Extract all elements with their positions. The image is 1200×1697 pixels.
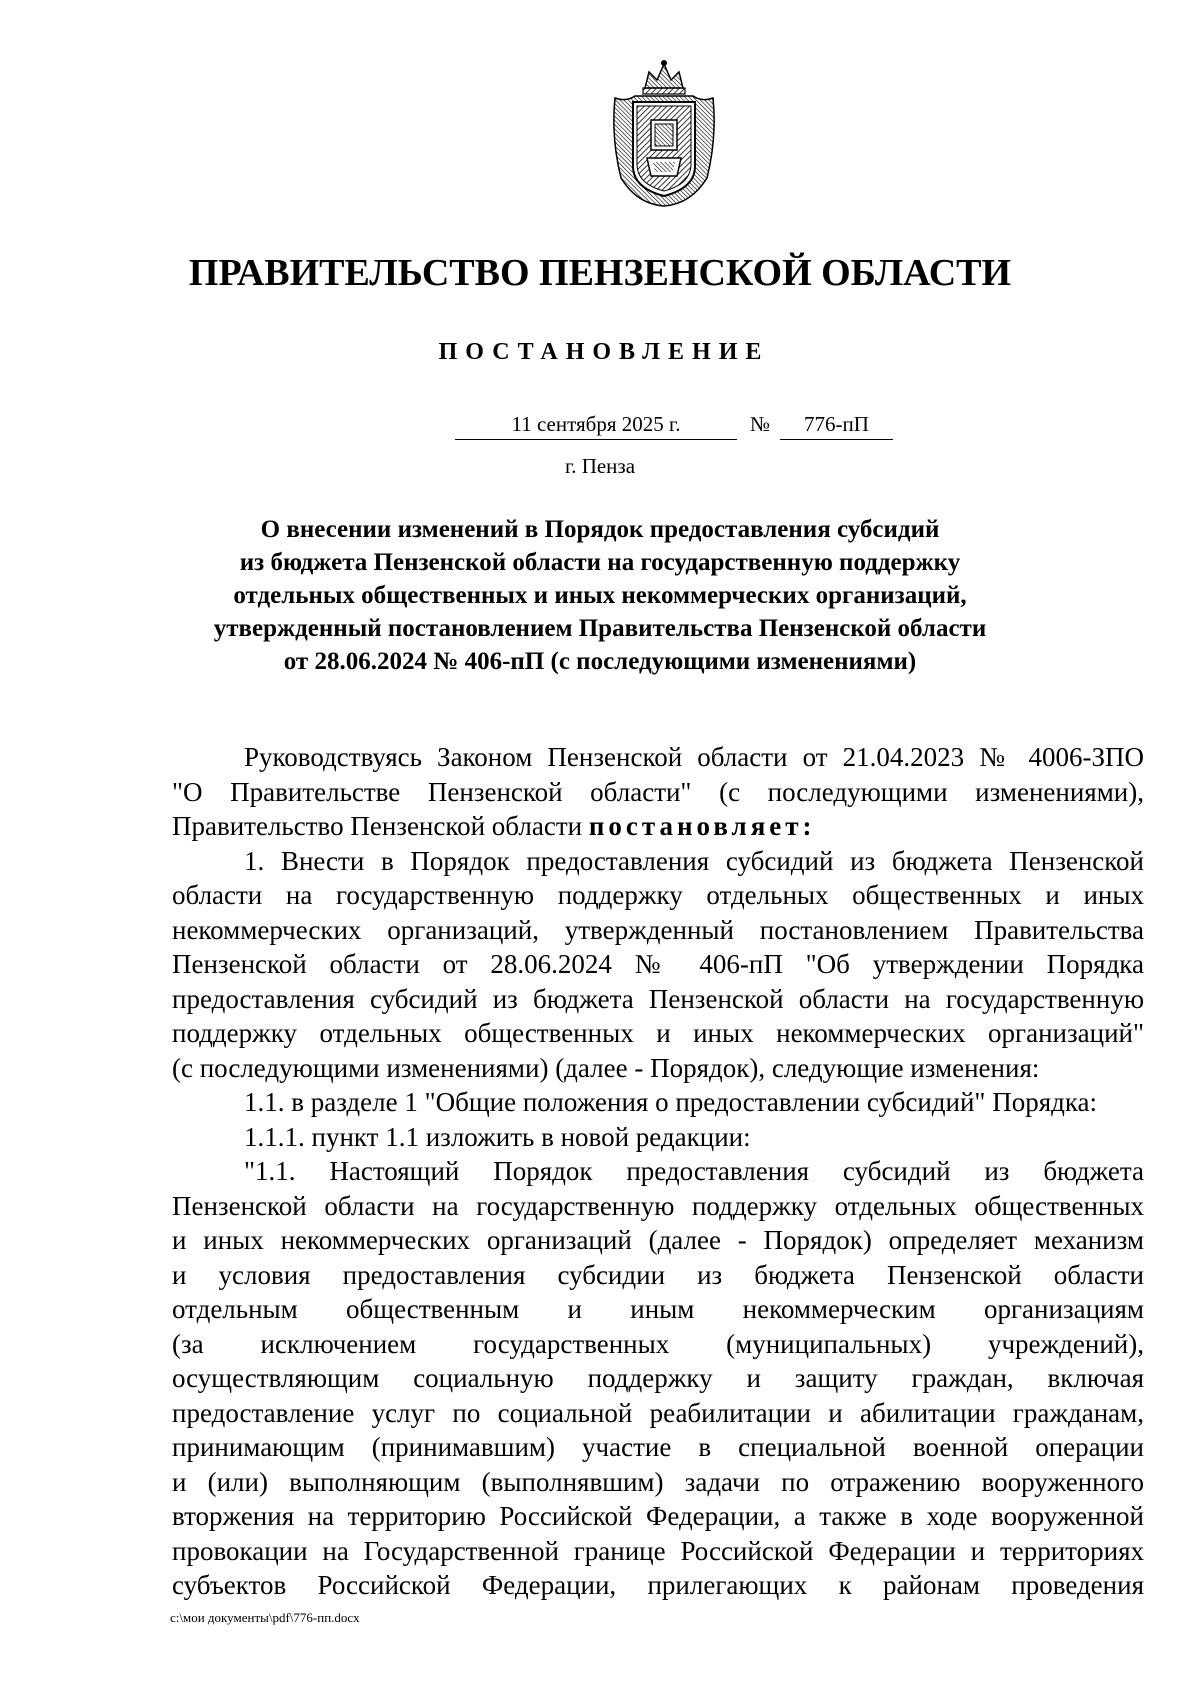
document-body bbox=[172, 740, 1144, 1603]
body-line: Пензенской области на государственную поддержку отдельных общественных bbox=[172, 1190, 1144, 1221]
body-line: 1.1. в разделе 1 "Общие положения о предоставлении субсидий" Порядка: bbox=[244, 1087, 1098, 1117]
intro-prefix: Правительство Пензенской области bbox=[172, 811, 583, 841]
body-line: (с последующими изменениями) (далее - Порядок), следующие изменения: bbox=[172, 1052, 1040, 1083]
body-line: Пензенской области от 28.06.2024 № 406-пП "Об утверждении Порядка bbox=[172, 949, 1144, 979]
body-line: отдельным общественным и иным некоммерческим организациям bbox=[172, 1294, 1144, 1324]
body-line: "1.1. Настоящий Порядок предоставления субсидий из бюджета bbox=[244, 1156, 1144, 1186]
government-title: ПРАВИТЕЛЬСТВО ПЕНЗЕНСКОЙ ОБЛАСТИ bbox=[188, 252, 1012, 294]
body-line: поддержку отдельных общественных и иных некоммерческих организаций" bbox=[172, 1018, 1144, 1048]
document-number: 776-пП bbox=[780, 411, 893, 440]
body-line: 1.1.1. пункт 1.1 изложить в новой редакции: bbox=[244, 1121, 751, 1152]
subject-line: О внесении изменений в Порядок предоставления субсидий bbox=[260, 516, 940, 543]
subject-line: из бюджета Пензенской области на государственную поддержку bbox=[239, 549, 961, 576]
body-line: некоммерческих организаций, утвержденный постановлением Правительства bbox=[172, 914, 1144, 945]
body-line: субъектов Российской Федерации, прилегающих к районам проведения bbox=[172, 1570, 1144, 1600]
body-line: предоставление услуг по социальной реабилитации и абилитации гражданам, bbox=[172, 1397, 1144, 1428]
body-line: предоставления субсидий из бюджета Пензенской области на государственную bbox=[172, 983, 1144, 1014]
body-line: вторжения на территорию Российской Федерации, а также в ходе вооруженной bbox=[172, 1501, 1144, 1531]
document-subject bbox=[150, 513, 1050, 678]
body-line: и условия предоставления субсидии из бюджета Пензенской области bbox=[172, 1259, 1144, 1290]
body-line: и (или) выполняющим (выполнявшим) задачи по отражению вооруженного bbox=[172, 1466, 1144, 1497]
subject-line: от 28.06.2024 № 406-пП (с последующими изменениями) bbox=[283, 648, 917, 675]
body-line: "О Правительстве Пензенской области" (с последующими изменениями), bbox=[172, 776, 1144, 807]
body-line: (за исключением государственных (муниципальных) учреждений), bbox=[172, 1328, 1144, 1359]
decree-word: постановляет: bbox=[588, 811, 816, 841]
document-type: ПОСТАНОВЛЕНИЕ bbox=[438, 339, 770, 365]
body-line: и иных некоммерческих организаций (далее - Порядок) определяет механизм bbox=[172, 1225, 1144, 1255]
body-line: Руководствуясь Законом Пензенской области от 21.04.2023 № 4006-ЗПО bbox=[244, 742, 1144, 772]
coat-of-arms-icon bbox=[607, 58, 721, 208]
body-line: области на государственную поддержку отдельных общественных и иных bbox=[172, 880, 1144, 910]
body-line: провокации на Государственной границе Российской Федерации и территориях bbox=[172, 1535, 1144, 1566]
body-line: 1. Внести в Порядок предоставления субсидий из бюджета Пензенской bbox=[244, 845, 1144, 876]
file-path: c:\мои документы\pdf\776-пп.docx bbox=[170, 1610, 360, 1625]
subject-line: отдельных общественных и иных некоммерческих организаций, bbox=[233, 582, 967, 609]
body-line: осуществляющим социальную поддержку и защиту граждан, включая bbox=[172, 1363, 1144, 1393]
document-date: 11 сентября 2025 г. bbox=[455, 411, 737, 440]
subject-line: утвержденный постановлением Правительства Пензенской области bbox=[213, 615, 987, 642]
city: г. Пенза bbox=[564, 454, 636, 478]
body-line: принимающим (принимавшим) участие в специальной военной операции bbox=[172, 1432, 1144, 1462]
body-line bbox=[172, 809, 1144, 844]
number-sign: № bbox=[749, 412, 771, 436]
